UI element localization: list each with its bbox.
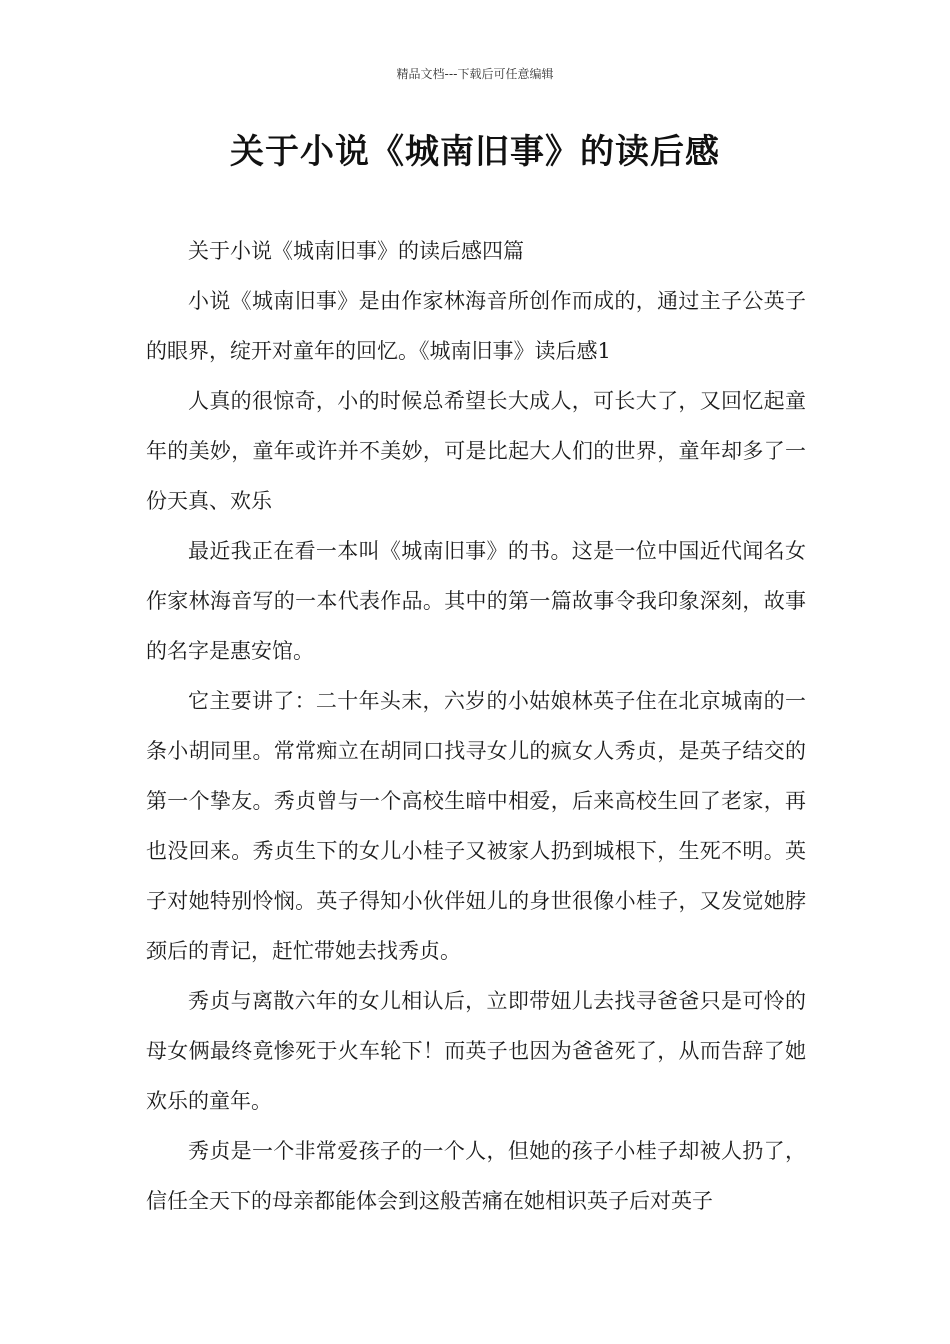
document-title: 关于小说《城南旧事》的读后感: [230, 132, 720, 172]
document-body: [146, 226, 806, 1226]
paragraph: 秀贞与离散六年的女儿相认后，立即带妞儿去找寻爸爸只是可怜的母女俩最终竟惨死于火车轮下！而英子也因为爸爸死了，从而告辞了她欢乐的童年。: [146, 989, 806, 1113]
header-note: 精品文档---下载后可任意编辑: [396, 67, 554, 81]
paragraph: 最近我正在看一本叫《城南旧事》的书。这是一位中国近代闻名女作家林海音写的一本代表作品。其中的第一篇故事令我印象深刻，故事的名字是惠安馆。: [146, 539, 806, 663]
paragraph: 秀贞是一个非常爱孩子的一个人，但她的孩子小桂子却被人扔了，信任全天下的母亲都能体会到这般苦痛在她相识英子后对英子: [146, 1139, 806, 1213]
paragraph-subtitle: 关于小说《城南旧事》的读后感四篇: [188, 239, 524, 263]
paragraph: 小说《城南旧事》是由作家林海音所创作而成的，通过主子公英子的眼界，绽开对童年的回忆。《城南旧事》读后感1: [146, 289, 806, 363]
paragraph: 人真的很惊奇，小的时候总希望长大成人，可长大了，又回忆起童年的美妙，童年或许并不美妙，可是比起大人们的世界，童年却多了一份天真、欢乐: [146, 389, 806, 513]
paragraph: 它主要讲了：二十年头末，六岁的小姑娘林英子住在北京城南的一条小胡同里。常常痴立在胡同口找寻女儿的疯女人秀贞，是英子结交的第一个挚友。秀贞曾与一个高校生暗中相爱，后来高校生回了老家，再也没回来。秀贞生下的女儿小桂子又被家人扔到城根下，生死不明。英子对她特别怜悯。英子得知小伙伴妞儿的身世很像小桂子，又发觉她脖颈后的青记，赶忙带她去找秀贞。: [146, 689, 806, 963]
